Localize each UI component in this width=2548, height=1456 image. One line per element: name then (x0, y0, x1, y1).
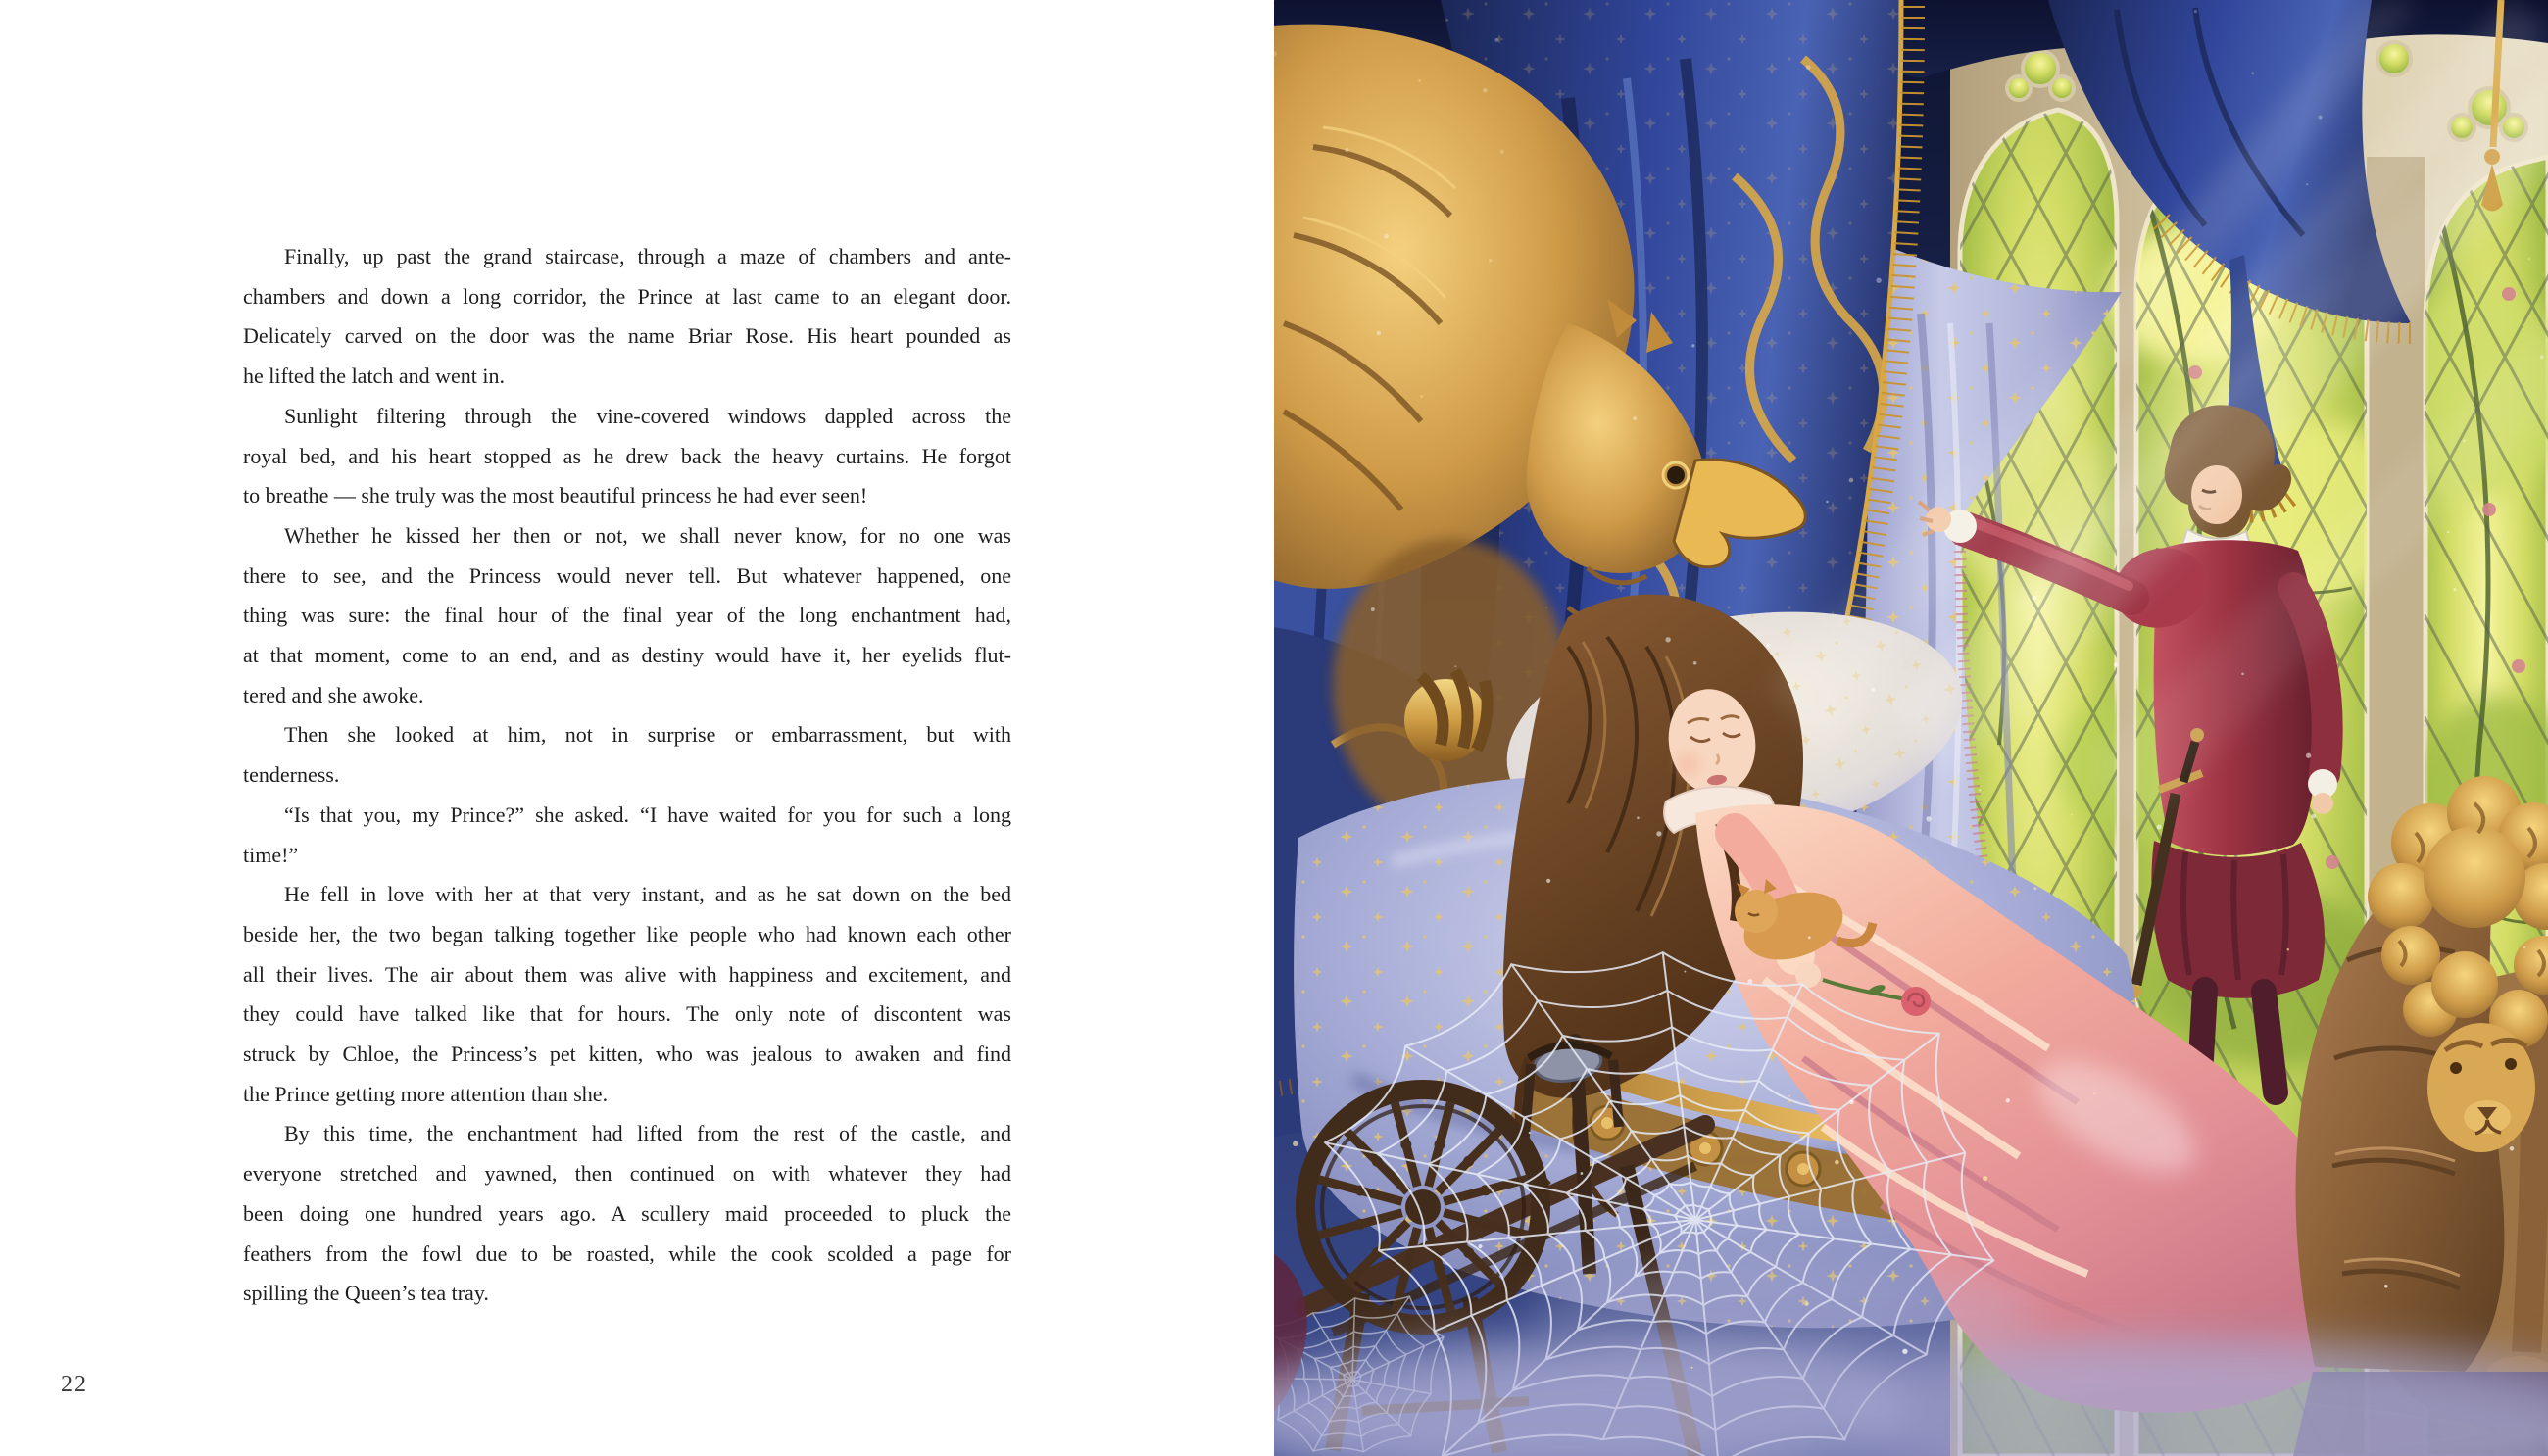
story-line: tenderness. (243, 762, 340, 788)
story-line: royal bed, and his heart stopped as he drew back the heavy curtains. He forgot (243, 443, 1011, 468)
story-line: all their lives. The air about them was alive with happiness and excitement, and (243, 961, 1011, 987)
story-line: beside her, the two began talking together like people who had known each other (243, 921, 1011, 946)
story-line: Sunlight filtering through the vine-covered windows dappled across the (284, 403, 1011, 428)
story-line: chambers and down a long corridor, the Prince at last came to an elegant door. (243, 283, 1011, 309)
story-line: he lifted the latch and went in. (243, 364, 505, 389)
story-line: to breathe — she truly was the most beautiful princess he had ever seen! (243, 483, 868, 509)
story-line: struck by Chloe, the Princess’s pet kitten, who was jealous to awaken and find (243, 1042, 1011, 1067)
story-line: tered and she awoke. (243, 682, 424, 707)
story-line: the Prince getting more attention than she. (243, 1081, 609, 1106)
story-line: Then she looked at him, not in surprise or embarrassment, but with (284, 722, 1011, 748)
story-line: at that moment, come to an end, and as destiny would have it, her eyelids flut- (243, 643, 1011, 668)
story-line: Delicately carved on the door was the name Briar Rose. His heart pounded as (243, 323, 1011, 349)
story-line: been doing one hundred years ago. A scullery maid proceeded to pluck the (243, 1200, 1011, 1226)
story-text (243, 237, 1011, 1314)
story-line: Finally, up past the grand staircase, through a maze of chambers and ante- (284, 244, 1011, 268)
story-line: “Is that you, my Prince?” she asked. “I have waited for you for such a long (284, 801, 1011, 827)
illustration-sleeping-beauty (1274, 0, 2548, 1456)
lion-eye (2450, 1062, 2462, 1074)
story-line: time!” (243, 842, 299, 867)
story-line: feathers from the fowl due to be roasted, while the cook scolded a page for (243, 1240, 1011, 1266)
story-line: He fell in love with her at that very instant, and as he sat down on the bed (284, 882, 1011, 907)
story-line: there to see, and the Princess would never tell. But whatever happened, one (243, 562, 1011, 588)
story-line: everyone stretched and yawned, then continued on with whatever they had (243, 1161, 1011, 1187)
story-line: spilling the Queen’s tea tray. (243, 1281, 489, 1306)
story-line: Whether he kissed her then or not, we shall never know, for no one was (284, 522, 1011, 548)
right-illustration-page (1274, 0, 2548, 1456)
page-number: 22 (61, 1372, 88, 1397)
story-line: By this time, the enchantment had lifted from the rest of the castle, and (284, 1121, 1011, 1146)
story-line: they could have talked like that for hours. The only note of discontent was (243, 1001, 1011, 1027)
story-line: thing was sure: the final hour of the final year of the long enchantment had, (243, 603, 1011, 628)
griffin-eye (1667, 466, 1685, 484)
